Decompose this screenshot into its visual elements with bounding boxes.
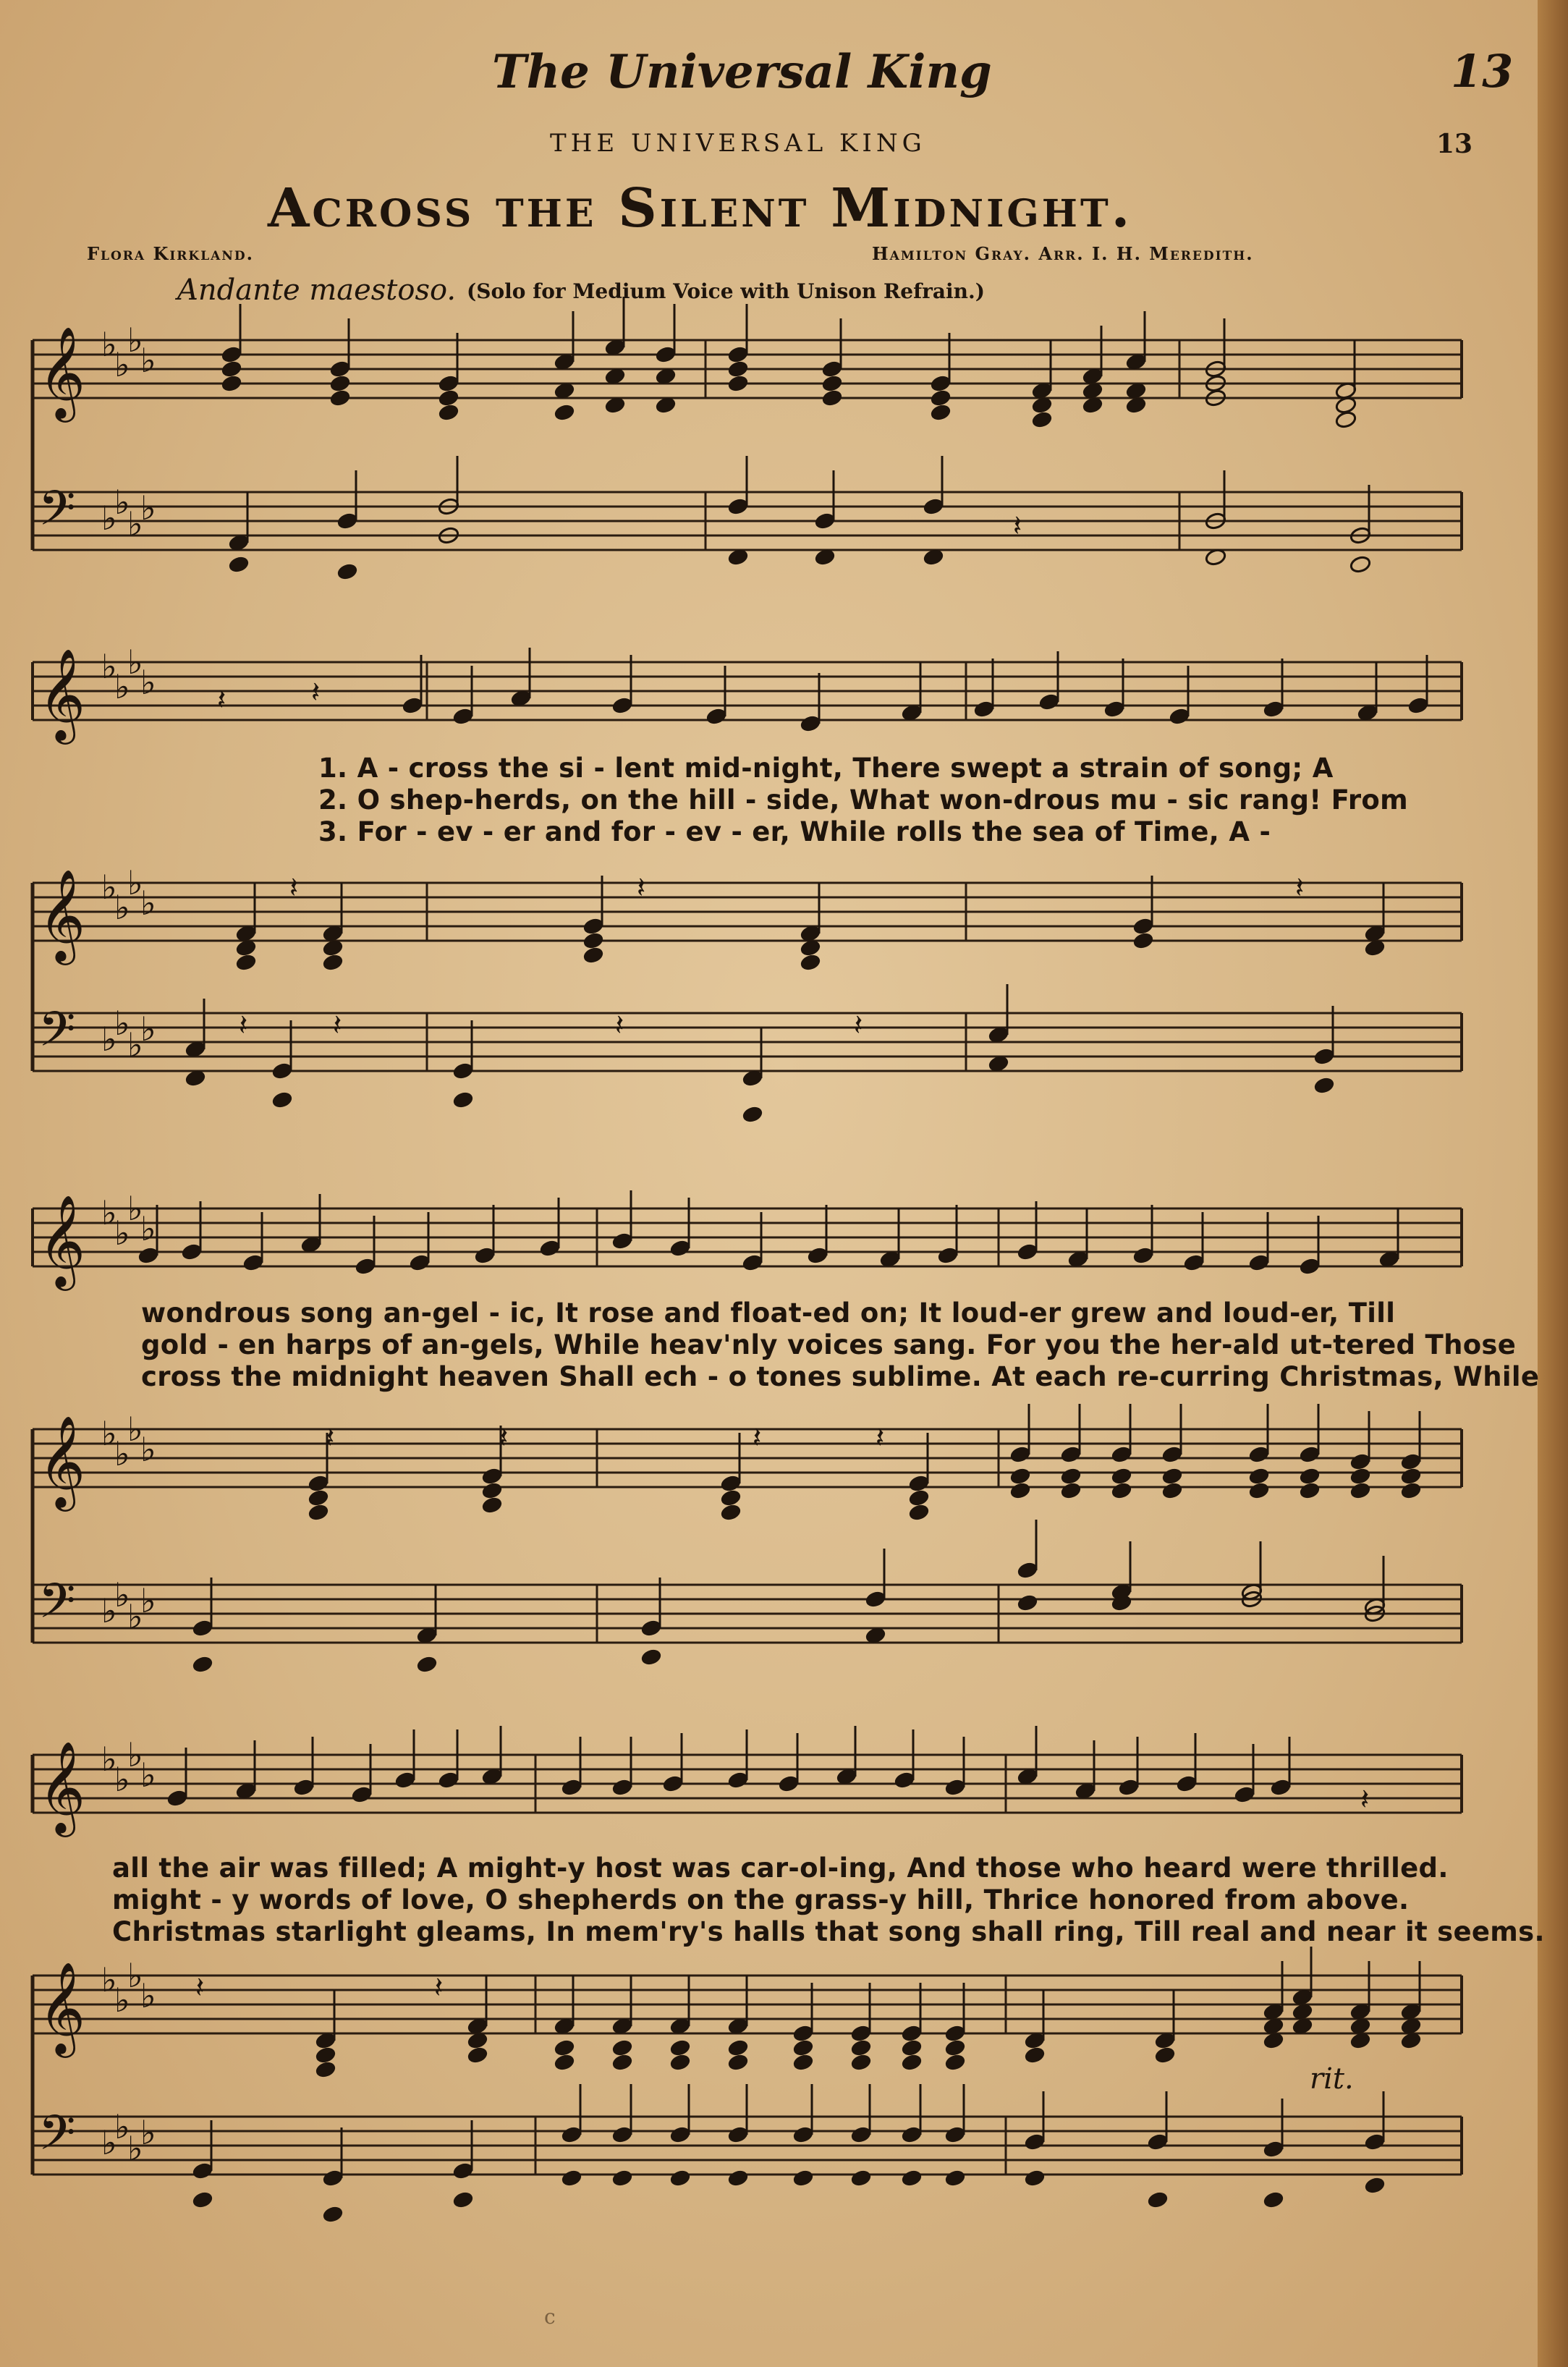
flat-sign: ♭ [140, 1756, 156, 1795]
note-head [727, 374, 750, 393]
note-head [821, 374, 844, 393]
note-head [336, 562, 359, 581]
note-head [1349, 1467, 1372, 1486]
lyric-line-3-2: might - y words of love, O shepherds on the grass-y hill, Thrice honored from above. [112, 1884, 1410, 1915]
flat-sign: ♭ [127, 1956, 143, 1995]
note-head [1161, 1481, 1184, 1500]
performance-note: (Solo for Medium Voice with Unison Refrain.) [467, 279, 986, 303]
flat-sign: ♭ [127, 504, 143, 543]
note-head [582, 931, 605, 950]
note-head [792, 2053, 815, 2072]
note-head [1313, 1076, 1336, 1095]
note-head [322, 953, 344, 972]
flat-sign: ♭ [127, 2129, 143, 2168]
staff [33, 1573, 1462, 1643]
rest: 𝄽 [753, 1421, 762, 1455]
flat-sign: ♭ [101, 325, 117, 364]
rest: 𝄽 [333, 1009, 342, 1042]
note-head [720, 1503, 742, 1522]
treble-clef: 𝄞 [38, 648, 86, 740]
lyric-line-3-1: all the air was filled; A might-y host was car-ol-ing, And those who heard were thrilled. [112, 1852, 1449, 1884]
rest: 𝄽 [637, 871, 646, 905]
flat-sign: ♭ [114, 888, 130, 927]
flat-sign: ♭ [140, 1581, 156, 1620]
rest: 𝄽 [311, 676, 321, 709]
flat-sign: ♭ [114, 2107, 130, 2146]
note-head [640, 1648, 663, 1667]
rest: 𝄽 [615, 1009, 624, 1042]
note-head [792, 2169, 815, 2188]
note-head [1111, 1467, 1133, 1486]
note-head [800, 953, 822, 972]
flat-sign: ♭ [127, 1025, 143, 1064]
flat-sign: ♭ [101, 1591, 117, 1630]
treble-clef: 𝄞 [38, 868, 86, 961]
song-title: Across the Silent Midnight. [268, 177, 1133, 240]
lyric-line-1-3: 3. For - ev - er and for - ev - er, While rolls the sea of Time, A - [318, 816, 1271, 847]
flat-sign: ♭ [101, 499, 117, 538]
flat-sign: ♭ [114, 1575, 130, 1614]
note-head [727, 2038, 750, 2057]
note-head [1248, 1467, 1271, 1486]
note-head [554, 2038, 576, 2057]
rest: 𝄽 [239, 1009, 248, 1042]
flat-sign: ♭ [101, 1414, 117, 1453]
note-head [908, 1489, 931, 1507]
note-head [850, 2169, 873, 2188]
flat-sign: ♭ [101, 1020, 117, 1059]
note-head [1349, 1481, 1372, 1500]
note-head [850, 2053, 873, 2072]
flat-sign: ♭ [101, 1193, 117, 1232]
rest: 𝄽 [1360, 1783, 1370, 1816]
note-head [930, 389, 952, 407]
flat-sign: ♭ [114, 1004, 130, 1043]
note-head [235, 953, 258, 972]
flat-sign: ♭ [127, 1735, 143, 1774]
note-head [720, 1489, 742, 1507]
rest: 𝄽 [289, 871, 299, 905]
rest: 𝄽 [499, 1421, 509, 1455]
note-head [1161, 1467, 1184, 1486]
note-head [481, 1496, 504, 1515]
note-head [192, 2190, 214, 2209]
rest: 𝄽 [326, 1421, 335, 1455]
flat-sign: ♭ [114, 1760, 130, 1799]
flat-sign: ♭ [127, 643, 143, 682]
lyric-line-2-3: cross the midnight heaven Shall ech - o tones sublime. At each re-curring Christmas, While [141, 1361, 1540, 1392]
note-head [821, 389, 844, 407]
note-head [1009, 1481, 1032, 1500]
flat-sign: ♭ [101, 1740, 117, 1779]
staff [33, 1189, 1462, 1291]
rest: 𝄽 [1013, 509, 1022, 543]
bass-clef: 𝄢 [38, 2105, 76, 2172]
note-head [908, 1503, 931, 1522]
note-head [271, 1091, 294, 1109]
rest: 𝄽 [434, 1971, 444, 2004]
note-head [611, 2169, 634, 2188]
flat-sign: ♭ [140, 663, 156, 702]
note-head [1299, 1481, 1321, 1500]
note-head [192, 1655, 214, 1674]
note-head [228, 555, 250, 574]
rest: 𝄽 [217, 683, 226, 716]
note-head [742, 1105, 764, 1124]
flat-sign: ♭ [140, 1976, 156, 2015]
running-number: 13 [1436, 129, 1473, 159]
flat-sign: ♭ [101, 2123, 117, 2162]
note-head [669, 2038, 692, 2057]
note-head [561, 2169, 583, 2188]
note-head [727, 2053, 750, 2072]
note-head [329, 389, 352, 407]
note-head [1299, 1467, 1321, 1486]
note-head [930, 403, 952, 422]
staff [33, 1410, 1462, 1512]
lyric-line-1-1: 1. A - cross the si - lent mid-night, There swept a strain of song; A [318, 753, 1334, 784]
flat-sign: ♭ [140, 2113, 156, 2152]
note-head [481, 1481, 504, 1500]
note-head [329, 374, 352, 393]
note-head [1154, 2046, 1177, 2065]
note-head [1400, 1481, 1423, 1500]
note-head [221, 360, 243, 378]
note-head [1111, 1481, 1133, 1500]
note-head [308, 1503, 330, 1522]
treble-clef: 𝄞 [38, 1415, 86, 1507]
note-head [727, 360, 750, 378]
note-head [315, 2046, 337, 2065]
note-head [1060, 1481, 1082, 1500]
flat-sign: ♭ [127, 1189, 143, 1228]
flat-sign: ♭ [140, 884, 156, 923]
treble-clef: 𝄞 [38, 326, 86, 418]
note-head [1248, 1481, 1271, 1500]
lyric-line-3-3: Christmas starlight gleams, In mem'ry's halls that song shall ring, Till real and near it seems. [112, 1916, 1545, 1947]
flat-sign: ♭ [140, 1209, 156, 1248]
note-head [315, 2060, 337, 2079]
ritardando-marking: rit. [1310, 2062, 1354, 2096]
note-head [727, 2169, 750, 2188]
composer-credit: Hamilton Gray. Arr. I. H. Meredith. [872, 243, 1254, 264]
note-head [554, 2053, 576, 2072]
treble-clef: 𝄞 [38, 1961, 86, 2054]
note-head [1364, 2176, 1386, 2195]
note-head [438, 403, 460, 422]
treble-clef: 𝄞 [38, 1740, 86, 1833]
rest: 𝄽 [1295, 871, 1305, 905]
note-head [322, 2205, 344, 2224]
note-head [1009, 1467, 1032, 1486]
note-head [944, 2038, 967, 2057]
flat-sign: ♭ [114, 1981, 130, 2020]
note-head [901, 2038, 923, 2057]
flat-sign: ♭ [140, 341, 156, 380]
flat-sign: ♭ [114, 345, 130, 384]
running-head: THE UNIVERSAL KING [550, 129, 926, 158]
note-head [669, 2053, 692, 2072]
note-head [611, 2053, 634, 2072]
note-head [582, 946, 605, 965]
flat-sign: ♭ [140, 1430, 156, 1469]
note-head [452, 2190, 475, 2209]
rest: 𝄽 [195, 1971, 205, 2004]
note-head [1060, 1467, 1082, 1486]
page-number: 13 [1451, 45, 1514, 98]
footer-mark: c [544, 2305, 556, 2329]
flat-sign: ♭ [114, 1434, 130, 1473]
lyric-line-1-2: 2. O shep-herds, on the hill - side, What won-drous mu - sic rang! From [318, 784, 1408, 816]
note-head [452, 1091, 475, 1109]
flat-sign: ♭ [101, 868, 117, 907]
note-head [1263, 2190, 1285, 2209]
note-head [944, 2169, 967, 2188]
note-head [1400, 1467, 1423, 1486]
lyric-line-2-2: gold - en harps of an-gels, While heav'nly voices sang. For you the her-ald ut-tered Those [141, 1329, 1517, 1360]
note-head [901, 2169, 923, 2188]
bass-clef: 𝄢 [38, 1573, 76, 1640]
flat-sign: ♭ [140, 1009, 156, 1049]
note-head [669, 2169, 692, 2188]
treble-clef: 𝄞 [38, 1194, 86, 1287]
book-title: The Universal King [492, 45, 992, 99]
flat-sign: ♭ [114, 1214, 130, 1253]
bass-clef: 𝄢 [38, 480, 76, 548]
note-head [944, 2053, 967, 2072]
flat-sign: ♭ [127, 1597, 143, 1636]
bass-clef: 𝄢 [38, 1002, 76, 1069]
note-head [611, 2038, 634, 2057]
flat-sign: ♭ [140, 488, 156, 528]
note-head [308, 1489, 330, 1507]
flat-sign: ♭ [127, 1410, 143, 1449]
lyric-line-2-1: wondrous song an-gel - ic, It rose and float-ed on; It loud-er grew and loud-er, Till [141, 1297, 1396, 1329]
note-head [901, 2053, 923, 2072]
note-head [1031, 410, 1054, 429]
note-head [554, 403, 576, 422]
note-head [416, 1655, 438, 1674]
tempo-marking: Andante maestoso. [177, 274, 457, 307]
note-head [1335, 410, 1357, 429]
note-head [1024, 2046, 1046, 2065]
lyricist-credit: Flora Kirkland. [87, 243, 254, 264]
note-head [1147, 2190, 1169, 2209]
note-head [438, 389, 460, 407]
note-head [850, 2038, 873, 2057]
rest: 𝄽 [854, 1009, 863, 1042]
flat-sign: ♭ [101, 647, 117, 686]
rest: 𝄽 [876, 1421, 885, 1455]
flat-sign: ♭ [127, 863, 143, 902]
note-head [1132, 931, 1155, 950]
flat-sign: ♭ [114, 483, 130, 522]
staff [33, 643, 1462, 745]
flat-sign: ♭ [127, 321, 143, 360]
note-head [221, 374, 243, 393]
note-head [1017, 1593, 1039, 1612]
note-head [1024, 2169, 1046, 2188]
flat-sign: ♭ [101, 1960, 117, 1999]
note-head [1349, 555, 1372, 574]
note-head [792, 2038, 815, 2057]
flat-sign: ♭ [114, 667, 130, 706]
note-head [467, 2046, 489, 2065]
